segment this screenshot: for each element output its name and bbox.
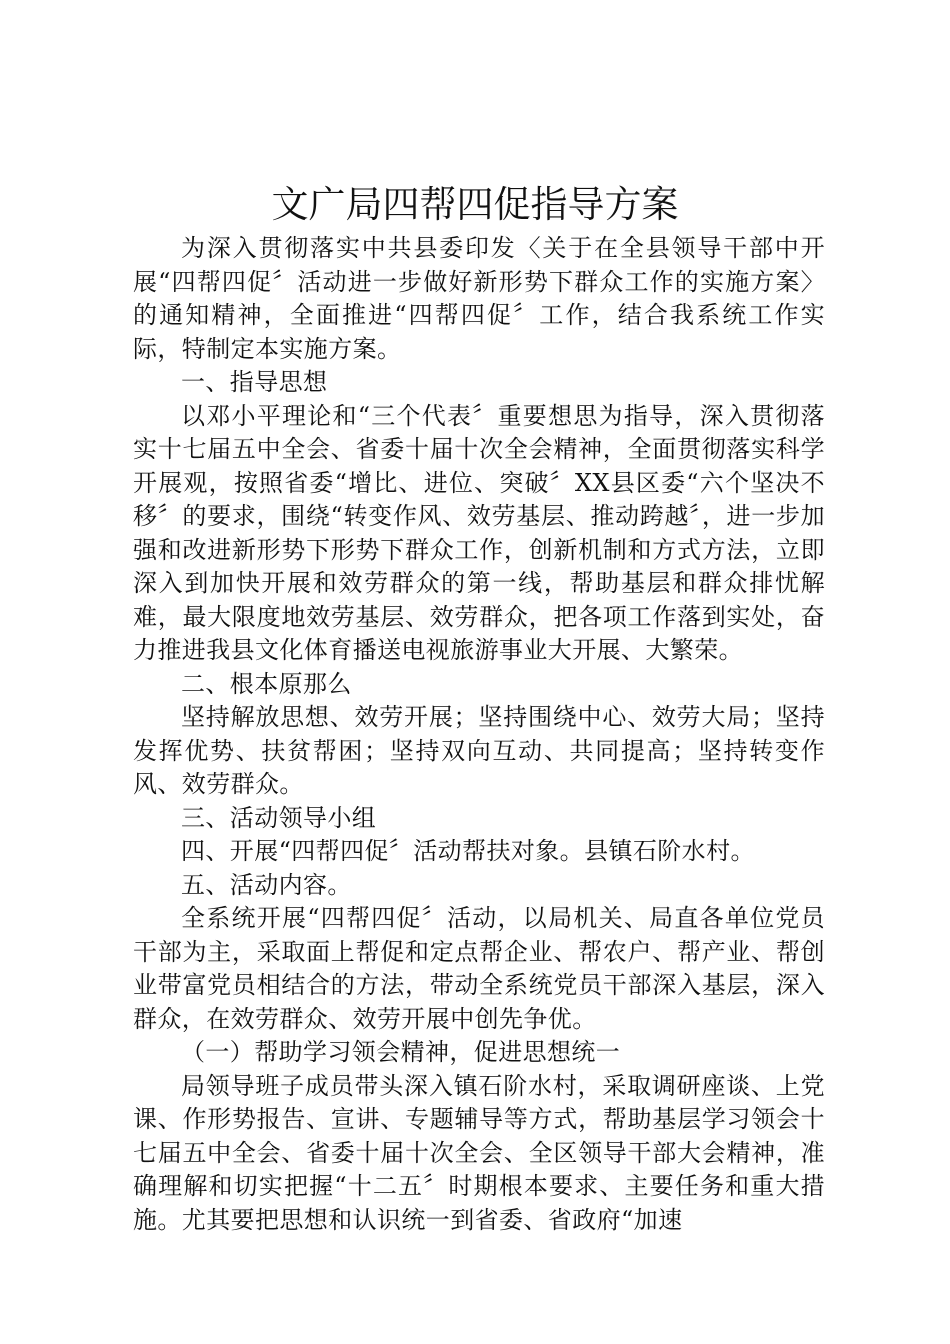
- section-heading-assistance-target: 四、开展“四帮四促〞活动帮扶对象。县镇石阶水村。: [181, 837, 755, 865]
- section-heading-activity-content: 五、活动内容。: [181, 870, 352, 899]
- paragraph-subsection-1: 局领导班子成员带头深入镇石阶水村，采取调研座谈、上党课、作形势报告、宣讲、专题辅导等方式，帮助基层学习领会十七届五中全会、省委十届十次全会、全区领导干部大会精神，准确理解和切实把握“十二五〞时期根本要求、主要任务和重大措施。尤其要把思想和认识统一到省委、省政府“加速: [133, 1071, 825, 1234]
- section-heading-leading-group: 三、活动领导小组: [181, 803, 377, 832]
- section-heading-guiding-ideology: 一、指导思想: [181, 368, 328, 396]
- paragraph-intro: 为深入贯彻落实中共县委印发〈关于在全县领导干部中开展“四帮四促〞活动进一步做好新形势下群众工作的实施方案〉的通知精神，全面推进“四帮四促〞工作，结合我系统工作实际，特制定本实施方案。: [133, 234, 825, 363]
- document-body: [133, 232, 825, 1237]
- paragraph-basic-principles: 坚持解放思想、效劳开展；坚持围绕中心、效劳大局；坚持发挥优势、扶贫帮困；坚持双向互动、共同提高；坚持转变作风、效劳群众。: [133, 703, 825, 798]
- paragraph-activity-content: 全系统开展“四帮四促〞活动，以局机关、局直各单位党员干部为主，采取面上帮促和定点帮企业、帮农户、帮产业、帮创业带富党员相结合的方法，带动全系统党员干部深入基层，深入群众，在效劳群众、效劳开展中创先争优。: [133, 904, 825, 1033]
- document-title: 文广局四帮四促指导方案: [271, 183, 679, 226]
- paragraph-guiding-ideology: 以邓小平理论和“三个代表〞重要想思为指导，深入贯彻落实十七届五中全会、省委十届十次全会精神，全面贯彻落实科学开展观，按照省委“增比、进位、突破〞XX县区委“六个坚决不移〞的要求，围绕“转变作风、效劳基层、推动跨越〞，进一步加强和改进新形势下形势下群众工作，创新机制和方式方法，立即深入到加快开展和效劳群众的第一线，帮助基层和群众排忧解难，最大限度地效劳基层、效劳群众，把各项工作落到实处，奋力推进我县文化体育播送电视旅游事业大开展、大繁荣。: [133, 401, 825, 664]
- subsection-heading-1: （一）帮助学习领会精神，促进思想统一: [181, 1038, 621, 1066]
- section-heading-basic-principles: 二、根本原那么: [181, 669, 352, 698]
